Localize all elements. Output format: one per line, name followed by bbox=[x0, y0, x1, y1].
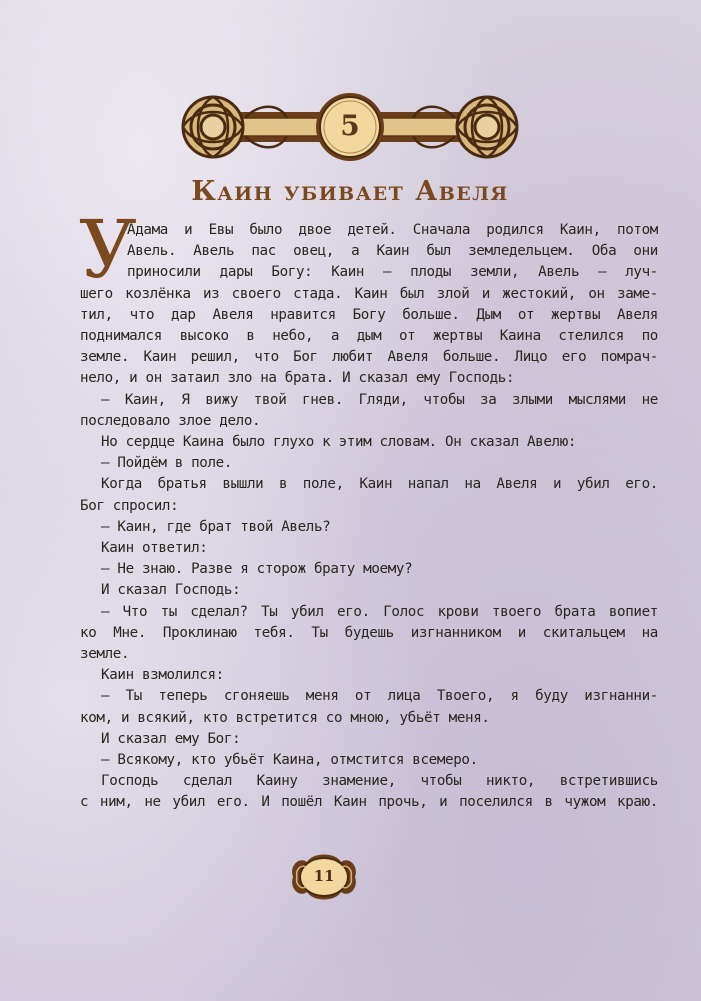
text-line: И сказал ему Бог: bbox=[101, 730, 241, 747]
text-line: поднимался высоко в небо, а дым от жертвы Каина стелился по bbox=[80, 328, 658, 345]
chapter-number: 5 bbox=[340, 109, 360, 142]
text-line: Каин взмолился: bbox=[101, 667, 224, 684]
text-line: нело, и он затаил зло на брата. И сказал ему Господь: bbox=[80, 370, 515, 387]
text-line: Авель. Авель пас овец, а Каин был земледельцем. Оба они bbox=[127, 243, 658, 260]
page-number: 11 bbox=[313, 867, 335, 885]
text-line: И сказал Господь: bbox=[101, 582, 241, 599]
text-line: тил, что дар Авеля нравится Богу больше. Дым от жертвы Авеля bbox=[80, 306, 658, 323]
drop-cap: У bbox=[79, 203, 137, 296]
chapter-body bbox=[80, 220, 658, 814]
text-line: — Каин, где брат твой Авель? bbox=[101, 518, 331, 535]
text-line: — Всякому, кто убьёт Каина, отмстится всемеро. bbox=[101, 752, 478, 769]
text-line: — Каин, Я вижу твой гнев. Гляди, чтобы за злыми мыслями не bbox=[101, 391, 658, 408]
text-line: ко Мне. Проклинаю тебя. Ты будешь изгнанником и скитальцем на bbox=[80, 624, 658, 641]
text-line: последовало злое дело. bbox=[80, 412, 261, 429]
text-line: Бог спросил: bbox=[80, 497, 179, 514]
text-line: — Пойдём в поле. bbox=[101, 455, 233, 472]
text-line: земле. bbox=[80, 646, 130, 663]
text-line: с ним, не убил его. И пошёл Каин прочь, и поселился в чужом краю. bbox=[80, 794, 658, 811]
text-line: — Не знаю. Разве я сторож брату моему? bbox=[101, 561, 413, 578]
text-line: ком, и всякий, кто встретится со мною, убьёт меня. bbox=[80, 709, 490, 726]
text-line: Каин ответил: bbox=[101, 540, 208, 557]
chapter-title: Каин убивает Авеля bbox=[191, 176, 509, 207]
text-line: — Что ты сделал? Ты убил его. Голос крови твоего брата вопиет bbox=[101, 603, 658, 620]
text-line: Господь сделал Каину знамение, чтобы никто, встретившись bbox=[101, 773, 658, 790]
text-line: — Ты теперь сгоняешь меня от лица Твоего, я буду изгнанни- bbox=[101, 688, 658, 705]
text-line: шего козлёнка из своего стада. Каин был злой и жестокий, он заме- bbox=[80, 285, 658, 302]
text-line: земле. Каин решил, что Бог любит Авеля больше. Лицо его помрач- bbox=[80, 349, 658, 366]
text-line: Адама и Евы было двое детей. Сначала родился Каин, потом bbox=[127, 222, 658, 238]
text-line: приносили дары Богу: Каин — плоды земли, Авель — луч- bbox=[127, 264, 658, 281]
text-line: Когда братья вышли в поле, Каин напал на Авеля и убил его. bbox=[101, 476, 658, 493]
text-line: Но сердце Каина было глухо к этим словам. Он сказал Авелю: bbox=[101, 434, 577, 451]
